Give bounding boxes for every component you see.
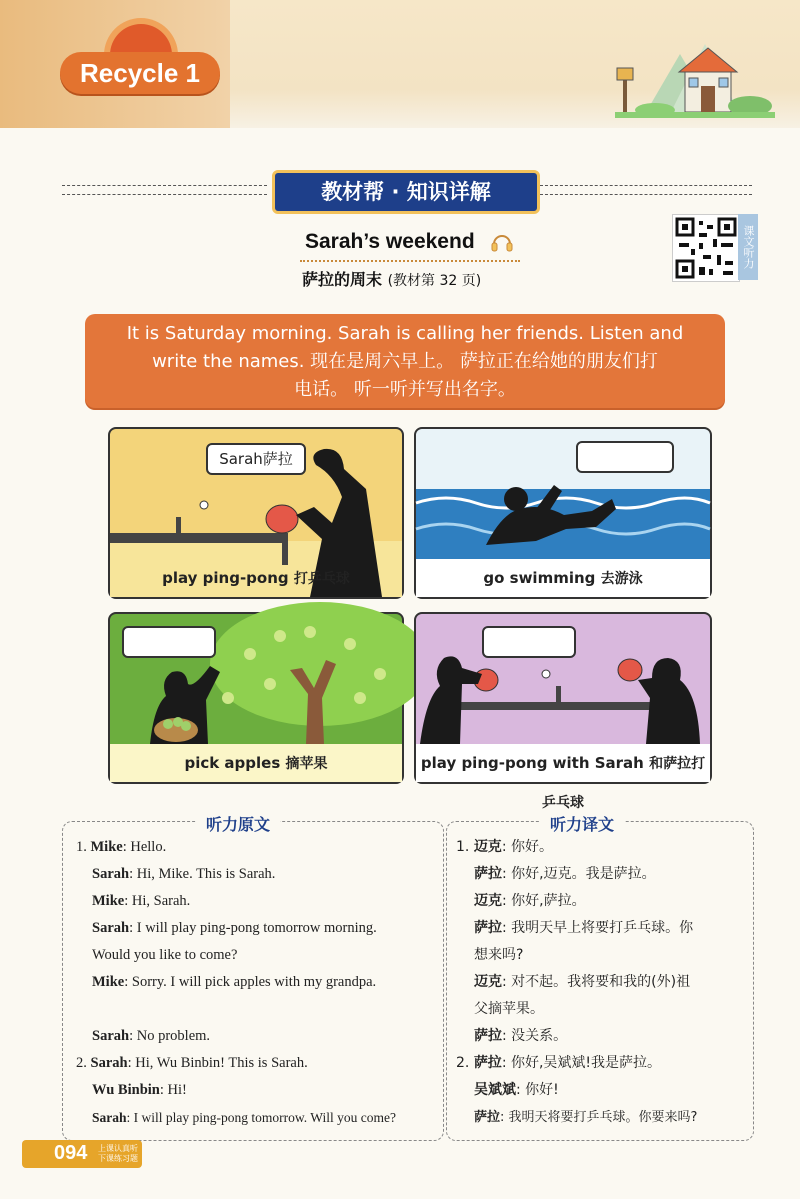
panel-pick-apples (108, 612, 404, 784)
original-line: Sarah: I will play ping-pong tomorrow morning. (92, 920, 377, 936)
story-title-underline (300, 260, 520, 262)
original-text-heading: 听力原文 (196, 812, 280, 835)
panel-2-caption: go swimming 去游泳 (483, 569, 643, 587)
translation-line: 想来吗? (474, 947, 524, 963)
name-box-1[interactable] (206, 443, 306, 475)
recycle-title: Recycle 1 (80, 58, 200, 88)
translation-line: 1. 迈克: 你好。 (456, 839, 553, 855)
instruction-line-3: 电话。 听一听并写出名字。 (294, 379, 516, 400)
section-rule-right (540, 185, 752, 195)
translation-line: 迈克: 你好,萨拉。 (474, 893, 586, 909)
page-number: 094 (54, 1142, 88, 1164)
story-subtitle-cn: 萨拉的周末 (302, 270, 383, 289)
section-title: 教材帮 · 知识详解 (272, 170, 540, 214)
panel-1-caption: play ping-pong 打乒乓球 (162, 569, 350, 587)
name-box-3[interactable] (122, 626, 216, 658)
panel-play-ping-pong (108, 427, 404, 599)
translation-line: 2. 萨拉: 你好,吴斌斌!我是萨拉。 (456, 1055, 662, 1071)
name-box-4[interactable] (482, 626, 576, 658)
panel-go-swimming (414, 427, 712, 599)
original-line: Sarah: I will play ping-pong tomorrow. Will you come? (92, 1110, 396, 1125)
section-rule-left (62, 185, 267, 195)
original-line: 1. Mike: Hello. (76, 839, 167, 855)
original-line: 2. Sarah: Hi, Wu Binbin! This is Sarah. (76, 1055, 308, 1071)
panel-4-caption: play ping-pong with Sarah 和萨拉打乒乓球 (420, 754, 706, 811)
headphone-icon[interactable] (490, 230, 514, 254)
story-subtitle (302, 267, 481, 290)
qr-tab-label: 课文听力 (738, 214, 758, 280)
instruction-line-1: It is Saturday morning. Sarah is calling her friends. Listen and (126, 323, 684, 344)
translation-line: 萨拉: 没关系。 (474, 1028, 568, 1044)
story-title: Sarah’s weekend (305, 230, 475, 253)
instruction-text (100, 320, 710, 404)
panel-3-caption: pick apples 摘苹果 (184, 754, 328, 772)
page-tag: 上课认真听 下课练习题 (98, 1144, 138, 1163)
original-line: Mike: Hi, Sarah. (92, 893, 191, 909)
qr-code-icon[interactable] (672, 214, 740, 282)
original-line: Sarah: Hi, Mike. This is Sarah. (92, 866, 276, 882)
story-page-ref: (教材第 32 页) (387, 273, 482, 289)
name-box-1-text: Sarah萨拉 (219, 450, 293, 468)
translation-line: 萨拉: 我明天早上将要打乒乓球。你 (474, 920, 694, 936)
instruction-line-2: write the names. 现在是周六早上。 萨拉正在给她的朋友们打 (152, 351, 658, 372)
panel-play-ping-pong-with-sarah (414, 612, 712, 811)
translation-text-heading: 听力译文 (540, 812, 624, 835)
translation-line: 吴斌斌: 你好! (474, 1082, 559, 1098)
translation-line: 父摘苹果。 (474, 1001, 544, 1017)
name-box-2[interactable] (576, 441, 674, 473)
translation-line: 迈克: 对不起。我将要和我的(外)祖 (474, 974, 691, 990)
original-line: Wu Binbin: Hi! (92, 1082, 187, 1098)
original-line: Sarah: No problem. (92, 1028, 211, 1044)
house-scene-illustration (615, 34, 775, 118)
translation-line: 萨拉: 我明天将要打乒乓球。你要来吗? (474, 1110, 698, 1125)
translation-line: 萨拉: 你好,迈克。我是萨拉。 (474, 866, 656, 882)
original-line: Would you like to come? (92, 947, 238, 963)
original-line: Mike: Sorry. I will pick apples with my grandpa. (92, 974, 377, 990)
